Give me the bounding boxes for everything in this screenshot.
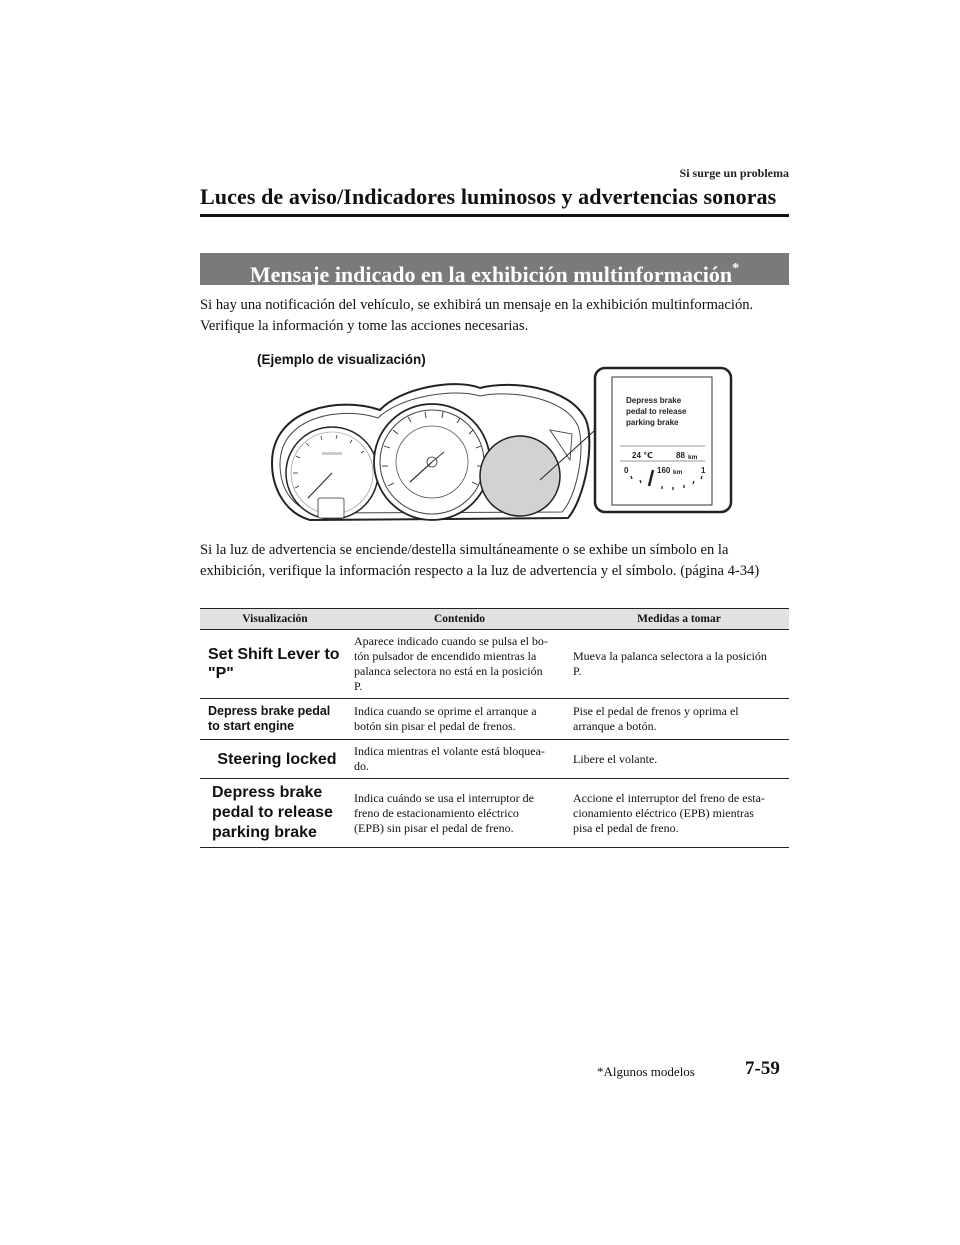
warning-paragraph: Si la luz de advertencia se enciende/destella simultáneamente o se exhibe un símbolo en la exhibición, verifique la información respecto a la luz de advertencia y el símbolo. (página 4-34) — [200, 542, 760, 579]
table-cell-content: Aparece indicado cuando se pulsa el bo- tón pulsador de encendido mientras la palanca selectora no está en la posición P. — [350, 630, 569, 699]
footnote: *Algunos modelos — [597, 1064, 695, 1079]
lcd-scale-max: 1 — [701, 466, 706, 475]
lcd-scale-min: 0 — [624, 466, 629, 475]
table-cell-display: Set Shift Lever to "P" — [200, 630, 350, 699]
table-header-content: Contenido — [350, 609, 569, 630]
instrument-cluster-drawing — [250, 348, 740, 538]
table-header-row — [200, 609, 789, 630]
page-number: 7-59 — [745, 1058, 780, 1079]
lcd-message-line1: Depress brake — [626, 396, 682, 405]
speedometer-gauge — [374, 404, 490, 520]
chapter-rule — [200, 214, 789, 217]
banner-asterisk: * — [732, 261, 740, 276]
message-table — [200, 608, 789, 848]
intro-paragraph: Si hay una notificación del vehículo, se exhibirá un mensaje en la exhibición multinformación. Verifique la información y tome las acciones necesarias. — [200, 297, 754, 334]
table-cell-content: Indica cuando se oprime el arranque a botón sin pisar el pedal de frenos. — [350, 699, 569, 740]
chapter-title: Luces de aviso/Indicadores luminosos y advertencias sonoras — [200, 184, 777, 209]
section-label: Si surge un problema — [679, 166, 789, 180]
table-row — [200, 630, 789, 699]
table-cell-content: Indica mientras el volante está bloquea- do. — [350, 740, 569, 779]
table-header-action: Medidas a tomar — [569, 609, 789, 630]
table-cell-display: Steering locked — [200, 740, 350, 779]
table-row — [200, 779, 789, 848]
table-cell-content: Indica cuándo se usa el interruptor de freno de estacionamiento eléctrico (EPB) sin pisar el pedal de freno. — [350, 779, 569, 848]
section-banner — [200, 253, 789, 285]
tachometer-gauge — [286, 427, 378, 519]
table-cell-display: Depress brake pedal to start engine — [200, 699, 350, 740]
lcd-speed-unit: km — [673, 469, 683, 476]
lcd-speed-value: 160 — [657, 466, 671, 475]
banner-title: Mensaje indicado en la exhibición multinformación — [249, 262, 733, 287]
lcd-temperature: 24 ℃ — [632, 451, 653, 460]
multi-info-display-gauge — [480, 430, 572, 516]
table-header-display: Visualización — [200, 609, 350, 630]
table-row — [200, 740, 789, 779]
lcd-range-unit: km — [688, 454, 698, 461]
figure-caption: (Ejemplo de visualización) — [257, 352, 426, 367]
table-cell-action: Accione el interruptor del freno de esta- cionamiento eléctrico (EPB) mientras pisa el pedal de freno. — [569, 779, 789, 848]
table-cell-action: Libere el volante. — [569, 740, 789, 779]
table-row — [200, 699, 789, 740]
instrument-cluster-figure — [250, 348, 740, 538]
table-cell-action: Mueva la palanca selectora a la posición P. — [569, 630, 789, 699]
lcd-message-line3: parking brake — [626, 418, 679, 427]
table-cell-action: Pise el pedal de frenos y oprima el arranque a botón. — [569, 699, 789, 740]
lcd-message-line2: pedal to release — [626, 407, 687, 416]
lcd-range-value: 88 — [676, 451, 685, 460]
table-cell-display: Depress brake pedal to release parking brake — [200, 779, 350, 848]
